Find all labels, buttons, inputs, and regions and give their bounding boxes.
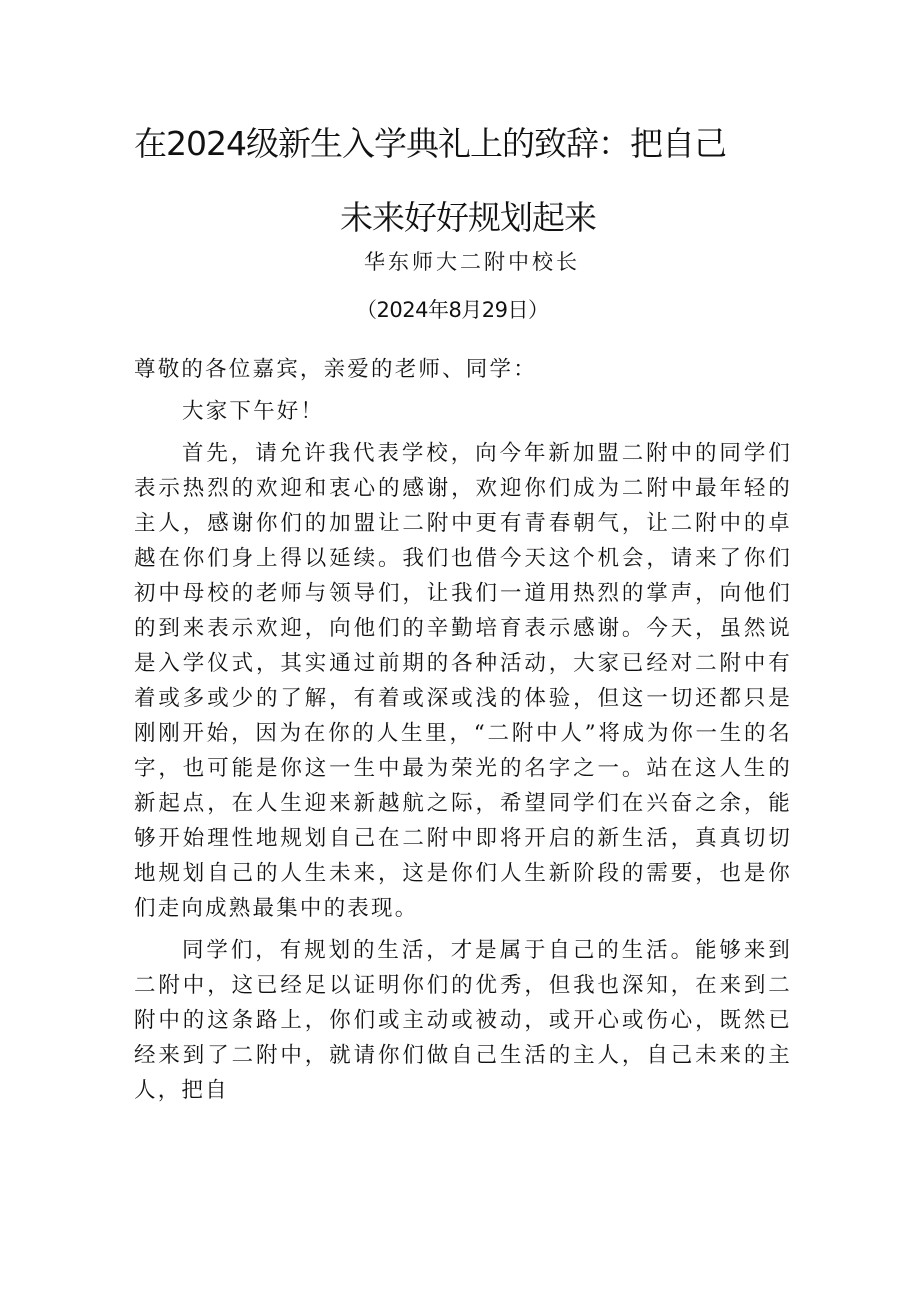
date-line: （2024年8月29日） bbox=[356, 298, 549, 322]
document-body bbox=[134, 352, 792, 1108]
document-title-line-1: 在2024级新生入学典礼上的致辞：把自己 bbox=[134, 124, 726, 163]
salutation: 尊敬的各位嘉宾，亲爱的老师、同学： bbox=[134, 357, 537, 382]
document-title-line-2: 未来好好规划起来 bbox=[340, 198, 596, 237]
author-line: 华东师大二附中校长 bbox=[364, 250, 580, 274]
paragraph-2: 同学们，有规划的生活，才是属于自己的生活。能够来到二附中，这已经足以证明你们的优秀，但我也深知，在来到二附中的这条路上，你们或主动或被动，或开心或伤心，既然已经来到了二附中，就请你们做自己生活的主人，自己未来的主人，把自 bbox=[134, 938, 792, 1103]
paragraph-1: 首先，请允许我代表学校，向今年新加盟二附中的同学们表示热烈的欢迎和衷心的感谢，欢迎你们成为二附中最年轻的主人，感谢你们的加盟让二附中更有青春朝气，让二附中的卓越在你们身上得以延续。我们也借今天这个机会，请来了你们初中母校的老师与领导们，让我们一道用热烈的掌声，向他们的到来表示欢迎，向他们的辛勤培育表示感谢。今天，虽然说是入学仪式，其实通过前期的各种活动，大家已经对二附中有着或多或少的了解，有着或深或浅的体验，但这一切还都只是刚刚开始，因为在你的人生里，“二附中人”将成为你一生的名字，也可能是你这一生中最为荣光的名字之一。站在这人生的新起点，在人生迎来新越航之际，希望同学们在兴奋之余，能够开始理性地规划自己在二附中即将开启的新生活，真真切切地规划自己的人生未来，这是你们人生新阶段的需要，也是你们走向成熟最集中的表现。 bbox=[134, 441, 792, 921]
greeting: 大家下午好！ bbox=[182, 399, 325, 424]
